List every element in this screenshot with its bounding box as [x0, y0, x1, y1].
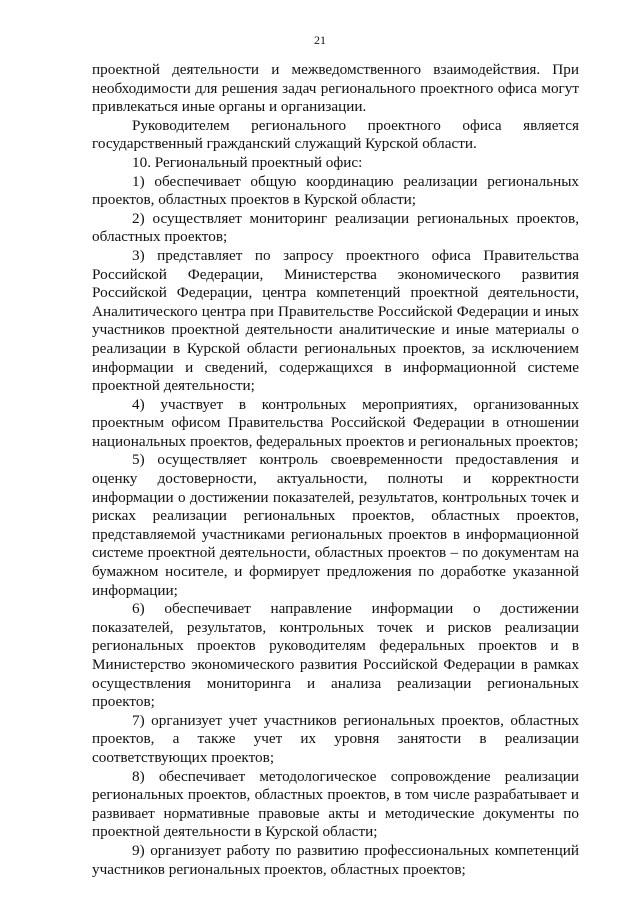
page-number: 21 — [314, 33, 326, 47]
paragraph-1: проектной деятельности и межведомственного взаимодействия. При необходимости для решения задач регионального проектного офиса могут привлекаться иные органы и организации. — [92, 61, 579, 116]
paragraph-3: 10. Региональный проектный офис: — [132, 153, 363, 171]
paragraph-5: 2) осуществляет мониторинг реализации региональных проектов, областных проектов; — [92, 209, 579, 246]
paragraph-11: 8) обеспечивает методологическое сопровождение реализации региональных проектов, областных проектов, в том числе разрабатывает и развивает нормативные правовые акты и методические документы по проектной деятельности в Курской области; — [92, 767, 579, 841]
paragraph-6: 3) представляет по запросу проектного офиса Правительства Российской Федерации, Министерства экономического развития Российской Федерации, центра компетенций проектной деятельности, Аналитического центра при Правительстве Российской Федерации и иных участников проектной деятельности аналитические и иные материалы о реализации в Курской области региональных проектов, за исключением информации и сведений, содержащихся в информационной системе проектной деятельности; — [92, 246, 579, 395]
paragraph-8: 5) осуществляет контроль своевременности предоставления и оценку достоверности, актуальности, полноты и корректности информации о достижении показателей, результатов, контрольных точек и рисках реализации региональных проектов, областных проектов, представляемой участниками региональных проектов в информационной системе проектной деятельности, областных проектов – по документам на бумажном носителе, и формирует предложения по доработке указанной информации; — [92, 451, 579, 599]
paragraph-2: Руководителем регионального проектного офиса является государственный гражданский служащий Курской области. — [92, 116, 579, 153]
paragraph-7: 4) участвует в контрольных мероприятиях, организованных проектным офисом Правительства Российской Федерации в отношении национальных проектов, федеральных проектов и региональных проектов; — [92, 395, 579, 450]
paragraph-12: 9) организует работу по развитию профессиональных компетенций участников региональных проектов, областных проектов; — [92, 841, 579, 878]
paragraph-4: 1) обеспечивает общую координацию реализации региональных проектов, областных проектов в Курской области; — [92, 172, 579, 209]
paragraph-9: 6) обеспечивает направление информации о достижении показателей, результатов, контрольных точек и рисков реализации региональных проектов руководителям федеральных проектов и в Министерство экономического развития Российской Федерации в рамках осуществления мониторинга и анализа реализации региональных проектов; — [92, 600, 579, 711]
paragraph-10: 7) организует учет участников региональных проектов, областных проектов, а также учет их уровня занятости в реализации соответствующих проектов; — [92, 711, 579, 766]
document-body — [92, 61, 579, 879]
